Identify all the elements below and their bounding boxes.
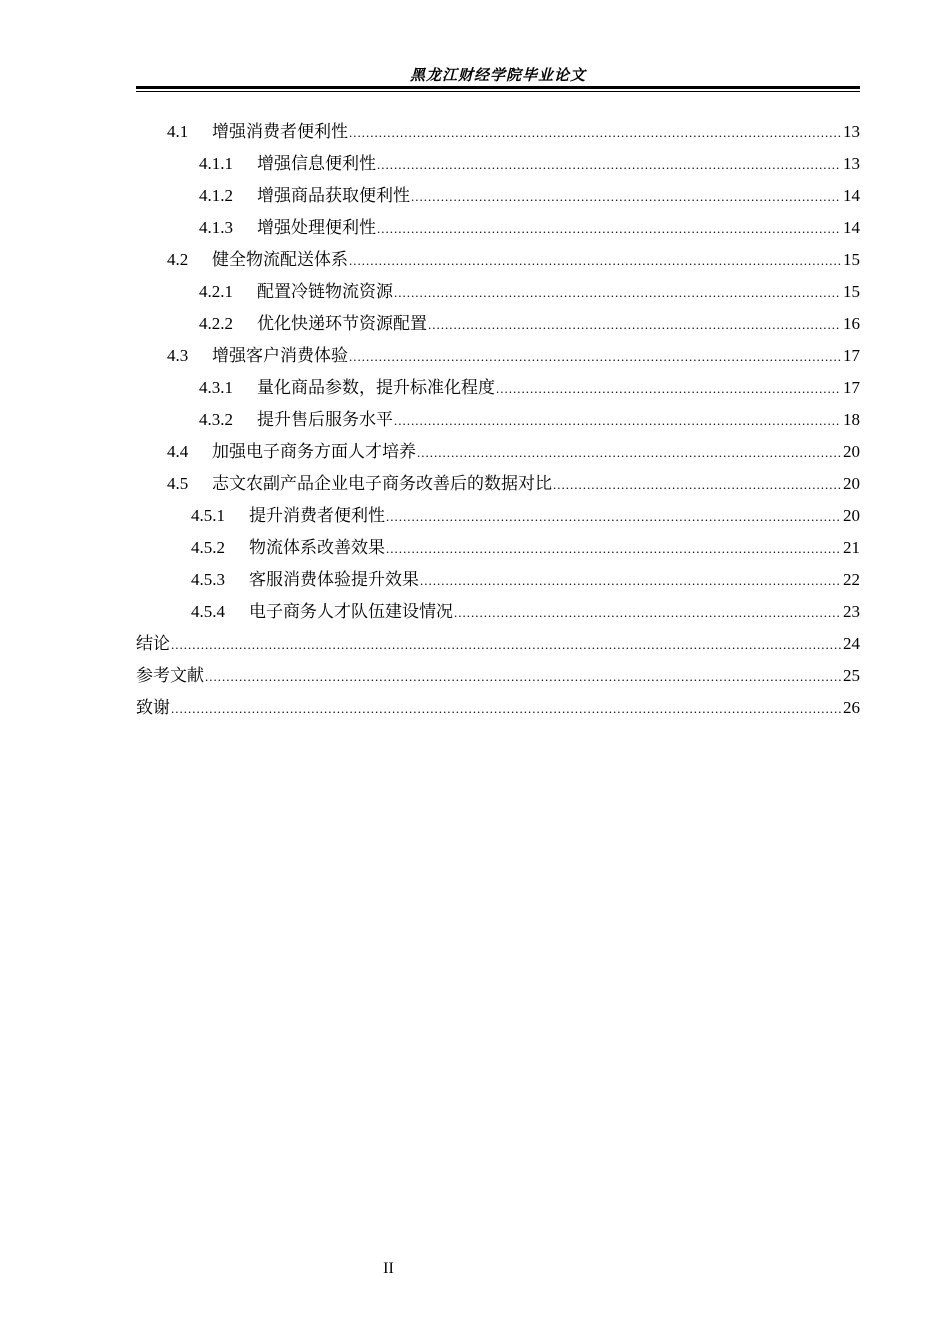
toc-entry[interactable] xyxy=(136,340,860,372)
toc-leader-dots xyxy=(205,661,841,693)
toc-leader-dots xyxy=(349,245,841,277)
header-rule-thick xyxy=(136,86,860,89)
toc-section-number: 4.1.2 xyxy=(199,186,233,205)
toc-title: 物流体系改善效果 xyxy=(249,538,385,557)
toc-title: 参考文献 xyxy=(136,666,204,685)
toc-title: 增强处理便利性 xyxy=(257,218,376,237)
toc-entry[interactable] xyxy=(136,372,860,404)
toc-leader-dots xyxy=(417,437,841,469)
toc-title: 增强信息便利性 xyxy=(257,154,376,173)
toc-entry[interactable] xyxy=(136,276,860,308)
toc-page-number: 13 xyxy=(843,154,860,173)
toc-page-number: 20 xyxy=(843,442,860,461)
toc-leader-dots xyxy=(171,693,841,725)
toc-leader-dots xyxy=(420,565,841,597)
toc-page-number: 16 xyxy=(843,314,860,333)
toc-section-number: 4.1.1 xyxy=(199,154,233,173)
toc-section-number: 4.1 xyxy=(167,122,189,141)
toc-title: 客服消费体验提升效果 xyxy=(249,570,419,589)
toc-title: 增强商品获取便利性 xyxy=(257,186,410,205)
toc-leader-dots xyxy=(386,533,841,565)
toc-section-number: 4.5.3 xyxy=(191,570,225,589)
toc-entry[interactable] xyxy=(136,468,860,500)
toc-leader-dots xyxy=(394,405,841,437)
toc-section-number: 4.3.1 xyxy=(199,378,233,397)
toc-section-number: 4.3 xyxy=(167,346,189,365)
toc-entry[interactable] xyxy=(136,212,860,244)
toc-leader-dots xyxy=(349,117,841,149)
toc-leader-dots xyxy=(394,277,841,309)
toc-page-number: 23 xyxy=(843,602,860,621)
toc-entry[interactable] xyxy=(136,436,860,468)
toc-section-number: 4.5.2 xyxy=(191,538,225,557)
toc-entry[interactable] xyxy=(136,564,860,596)
toc-leader-dots xyxy=(377,149,841,181)
toc-section-number: 4.4 xyxy=(167,442,189,461)
table-of-contents xyxy=(136,116,860,724)
toc-page-number: 26 xyxy=(843,698,860,717)
toc-page-number: 17 xyxy=(843,378,860,397)
toc-title: 结论 xyxy=(136,634,170,653)
toc-title: 增强客户消费体验 xyxy=(212,346,348,365)
toc-entry[interactable] xyxy=(136,308,860,340)
toc-page-number: 14 xyxy=(843,186,860,205)
toc-entry[interactable] xyxy=(136,244,860,276)
toc-section-number: 4.1.3 xyxy=(199,218,233,237)
toc-page-number: 25 xyxy=(843,666,860,685)
toc-leader-dots xyxy=(428,309,841,341)
toc-page-number: 15 xyxy=(843,282,860,301)
toc-section-number: 4.3.2 xyxy=(199,410,233,429)
toc-section-number: 4.5 xyxy=(167,474,189,493)
toc-title: 增强消费者便利性 xyxy=(212,122,348,141)
toc-leader-dots xyxy=(171,629,841,661)
running-header-title: 黑龙江财经学院毕业论文 xyxy=(409,68,586,84)
toc-section-number: 4.2.1 xyxy=(199,282,233,301)
toc-leader-dots xyxy=(411,181,841,213)
toc-title: 健全物流配送体系 xyxy=(212,250,348,269)
toc-leader-dots xyxy=(377,213,841,245)
toc-entry[interactable] xyxy=(136,532,860,564)
toc-title: 致谢 xyxy=(136,698,170,717)
toc-leader-dots xyxy=(496,373,841,405)
toc-title: 加强电子商务方面人才培养 xyxy=(212,442,416,461)
toc-entry[interactable] xyxy=(136,148,860,180)
toc-entry-acknowledgements[interactable] xyxy=(136,692,860,724)
toc-section-number: 4.5.4 xyxy=(191,602,225,621)
toc-leader-dots xyxy=(386,501,841,533)
toc-leader-dots xyxy=(553,469,841,501)
toc-page-number: 18 xyxy=(843,410,860,429)
toc-title: 配置冷链物流资源 xyxy=(257,282,393,301)
toc-page-number: 22 xyxy=(843,570,860,589)
toc-entry[interactable] xyxy=(136,116,860,148)
toc-entry[interactable] xyxy=(136,404,860,436)
toc-section-number: 4.5.1 xyxy=(191,506,225,525)
toc-page-number: 17 xyxy=(843,346,860,365)
toc-title: 提升消费者便利性 xyxy=(249,506,385,525)
toc-entry[interactable] xyxy=(136,500,860,532)
toc-page-number: 15 xyxy=(843,250,860,269)
header-rule-thin xyxy=(136,91,860,92)
toc-entry[interactable] xyxy=(136,180,860,212)
toc-title: 电子商务人才队伍建设情况 xyxy=(249,602,453,621)
toc-title: 提升售后服务水平 xyxy=(257,410,393,429)
toc-leader-dots xyxy=(454,597,841,629)
page-number-footer: II xyxy=(383,1260,394,1277)
toc-entry-conclusion[interactable] xyxy=(136,628,860,660)
toc-entry-references[interactable] xyxy=(136,660,860,692)
toc-title: 量化商品参数，提升标准化程度 xyxy=(257,378,495,397)
toc-section-number: 4.2 xyxy=(167,250,189,269)
toc-entry[interactable] xyxy=(136,596,860,628)
toc-page-number: 14 xyxy=(843,218,860,237)
toc-leader-dots xyxy=(349,341,841,373)
toc-page-number: 20 xyxy=(843,506,860,525)
toc-title: 优化快递环节资源配置 xyxy=(257,314,427,333)
toc-page-number: 20 xyxy=(843,474,860,493)
toc-page-number: 13 xyxy=(843,122,860,141)
toc-section-number: 4.2.2 xyxy=(199,314,233,333)
toc-page-number: 24 xyxy=(843,634,860,653)
toc-page-number: 21 xyxy=(843,538,860,557)
toc-title: 志文农副产品企业电子商务改善后的数据对比 xyxy=(212,474,552,493)
